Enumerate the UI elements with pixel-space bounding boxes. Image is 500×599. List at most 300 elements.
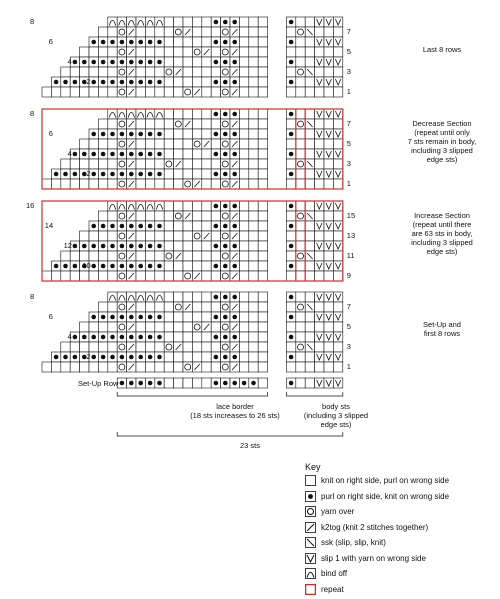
stitch-cell: [211, 211, 220, 221]
stitch-cell: [192, 149, 201, 159]
row-number-left: 4: [68, 57, 72, 66]
stitch-cell: [324, 251, 333, 261]
purl-dot: [82, 335, 87, 340]
stitch-cell: [258, 57, 267, 67]
chart-row: [80, 231, 343, 241]
stitch-cell: [202, 37, 211, 47]
stitch-cell: [258, 251, 267, 261]
stitch-cell: [249, 87, 258, 97]
stitch-cell: [183, 169, 192, 179]
stitch-cell: [305, 129, 314, 139]
purl-dot: [214, 172, 219, 177]
stitch-cell: [296, 312, 305, 322]
chart-row: [98, 302, 342, 312]
ssk-glyph: [307, 539, 314, 546]
stitch-cell: [174, 271, 183, 281]
purl-dot: [289, 355, 294, 360]
row-number-left: 6: [49, 312, 53, 321]
purl-dot: [91, 152, 96, 157]
chart-row: [51, 169, 342, 179]
stitch-cell: [296, 261, 305, 271]
stitch-cell: [249, 67, 258, 77]
purl-dot: [129, 335, 134, 340]
stitch-cell: [239, 261, 248, 271]
purl-dot: [73, 355, 78, 360]
key-item-label: slip 1 with yarn on wrong side: [321, 554, 426, 563]
stitch-cell: [61, 251, 70, 261]
stitch-cell: [202, 109, 211, 119]
row-number-right: 15: [347, 211, 355, 220]
purl-dot: [223, 381, 228, 386]
stitch-cell: [174, 241, 183, 251]
stitch-cell: [211, 322, 220, 332]
stitch-cell: [127, 109, 136, 119]
stitch-cell: [164, 87, 173, 97]
stitch-cell: [98, 139, 107, 149]
purl-dot: [148, 224, 153, 229]
row-number-right: 13: [347, 231, 355, 240]
stitch-cell: [61, 271, 70, 281]
purl-dot: [232, 80, 237, 85]
purl-dot: [110, 132, 115, 137]
stitch-cell: [211, 67, 220, 77]
stitch-cell: [192, 159, 201, 169]
purl-dot: [157, 355, 162, 360]
purl-dot: [91, 40, 96, 45]
stitch-cell: [51, 87, 60, 97]
stitch-cell: [164, 231, 173, 241]
purl-dot: [148, 40, 153, 45]
stitch-cell: [324, 179, 333, 189]
stitch-cell: [89, 251, 98, 261]
stitch-cell: [258, 271, 267, 281]
chart-row: [108, 109, 343, 119]
stitch-cell: [164, 119, 173, 129]
stitch-cell: [202, 57, 211, 67]
stitch-cell: [305, 47, 314, 57]
purl-dot: [120, 315, 125, 320]
stitch-cell: [192, 251, 201, 261]
purl-dot: [63, 355, 68, 360]
stitch-cell: [286, 139, 295, 149]
stitch-cell: [183, 251, 192, 261]
stitch-cell: [108, 27, 117, 37]
stitch-cell: [249, 179, 258, 189]
stitch-cell: [155, 302, 164, 312]
stitch-cell: [108, 47, 117, 57]
purl-dot: [157, 264, 162, 269]
chart-row: [42, 271, 343, 281]
key-item-label: ssk (slip, slip, knit): [321, 538, 386, 547]
stitch-cell: [192, 201, 201, 211]
stitch-cell: [192, 27, 201, 37]
stitch-cell: [202, 378, 211, 388]
stitch-cell: [333, 302, 342, 312]
repeat-icon: [305, 584, 316, 595]
purl-dot: [110, 172, 115, 177]
purl-dot: [223, 335, 228, 340]
purl-dot: [289, 335, 294, 340]
stitch-cell: [211, 231, 220, 241]
purl-dot: [157, 60, 162, 65]
purl-dot: [110, 80, 115, 85]
stitch-cell: [296, 362, 305, 372]
stitch-cell: [155, 251, 164, 261]
stitch-cell: [239, 129, 248, 139]
stitch-cell: [305, 241, 314, 251]
chart-row: [108, 201, 343, 211]
purl-dot: [73, 80, 78, 85]
stitch-cell: [211, 119, 220, 129]
stitch-cell: [211, 139, 220, 149]
stitch-cell: [258, 149, 267, 159]
purl-dot: [101, 224, 106, 229]
stitch-cell: [305, 109, 314, 119]
purl-dot: [54, 80, 59, 85]
purl-dot: [73, 264, 78, 269]
stitch-cell: [249, 251, 258, 261]
chart-row: [98, 119, 342, 129]
purl-dot: [214, 355, 219, 360]
purl-dot: [232, 335, 237, 340]
purl-dot: [289, 244, 294, 249]
stitch-cell: [183, 261, 192, 271]
stitch-cell: [108, 201, 117, 211]
stitch-cell: [164, 201, 173, 211]
stitch-cell: [324, 231, 333, 241]
stitch-cell: [202, 77, 211, 87]
stitch-cell: [164, 221, 173, 231]
stitch-cell: [192, 332, 201, 342]
stitch-cell: [145, 67, 154, 77]
stitch-cell: [192, 119, 201, 129]
stitch-cell: [239, 47, 248, 57]
stitch-cell: [258, 159, 267, 169]
stitch-cell: [174, 77, 183, 87]
stitch-cell: [155, 119, 164, 129]
purl-dot: [157, 224, 162, 229]
stitch-cell: [202, 332, 211, 342]
stitch-cell: [296, 271, 305, 281]
stitch-cell: [258, 378, 267, 388]
stitch-cell: [333, 67, 342, 77]
chart-key: [305, 462, 495, 599]
stitch-cell: [286, 119, 295, 129]
stitch-cell: [136, 159, 145, 169]
stitch-cell: [305, 292, 314, 302]
stitch-cell: [136, 67, 145, 77]
row-number-left: 2: [86, 352, 90, 361]
stitch-cell: [61, 179, 70, 189]
purl-dot: [91, 132, 96, 137]
chart-row: [108, 17, 343, 27]
stitch-cell: [296, 201, 305, 211]
purl-dot: [232, 224, 237, 229]
row-number-left: 6: [49, 129, 53, 138]
stitch-cell: [258, 87, 267, 97]
stitch-cell: [249, 221, 258, 231]
stitch-cell: [305, 271, 314, 281]
stitch-cell: [108, 159, 117, 169]
stitch-cell: [155, 47, 164, 57]
stitch-cell: [70, 179, 79, 189]
stitch-cell: [315, 27, 324, 37]
stitch-cell: [155, 27, 164, 37]
stitch-cell: [108, 302, 117, 312]
stitch-cell: [136, 119, 145, 129]
purl-dot: [214, 315, 219, 320]
stitch-cell: [239, 342, 248, 352]
stitch-cell: [239, 362, 248, 372]
purl-dot: [120, 335, 125, 340]
stitch-cell: [98, 27, 107, 37]
stitch-cell: [202, 87, 211, 97]
row-number-left: 10: [82, 261, 90, 270]
stitch-cell: [239, 211, 248, 221]
purl-dot: [138, 60, 143, 65]
purl-dot: [110, 264, 115, 269]
stitch-cell: [51, 362, 60, 372]
stitch-cell: [155, 322, 164, 332]
stitch-cell: [239, 149, 248, 159]
purl-dot: [289, 112, 294, 117]
stitch-cell: [174, 37, 183, 47]
stitch-cell: [98, 67, 107, 77]
stitch-cell: [192, 109, 201, 119]
stitch-cell: [211, 362, 220, 372]
stitch-cell: [155, 271, 164, 281]
purl-dot: [214, 244, 219, 249]
stitch-cell: [192, 57, 201, 67]
purl-dot: [289, 20, 294, 25]
stitch-cell: [70, 342, 79, 352]
stitch-cell: [258, 221, 267, 231]
stitch-cell: [258, 211, 267, 221]
row-number-right: 3: [347, 159, 351, 168]
stitch-cell: [296, 109, 305, 119]
stitch-cell: [183, 149, 192, 159]
purl-dot: [214, 112, 219, 117]
stitch-cell: [202, 342, 211, 352]
yo-icon: [305, 506, 316, 517]
stitch-cell: [183, 221, 192, 231]
stitch-cell: [164, 261, 173, 271]
stitch-cell: [324, 302, 333, 312]
stitch-cell: [89, 362, 98, 372]
stitch-cell: [286, 271, 295, 281]
stitch-cell: [108, 211, 117, 221]
stitch-cell: [202, 261, 211, 271]
stitch-cell: [174, 352, 183, 362]
purl-dot: [91, 355, 96, 360]
stitch-cell: [239, 169, 248, 179]
stitch-cell: [174, 221, 183, 231]
stitch-cell: [155, 87, 164, 97]
row-number-left: 16: [26, 201, 34, 210]
stitch-cell: [108, 179, 117, 189]
key-item-label: yarn over: [321, 507, 354, 516]
stitch-cell: [249, 362, 258, 372]
stitch-cell: [174, 57, 183, 67]
stitch-cell: [174, 149, 183, 159]
stitch-cell: [108, 362, 117, 372]
purl-dot: [232, 355, 237, 360]
stitch-cell: [80, 271, 89, 281]
row-number-right: 1: [347, 87, 351, 96]
stitch-cell: [70, 362, 79, 372]
stitch-cell: [305, 17, 314, 27]
purl-dot: [214, 152, 219, 157]
stitch-cell: [136, 47, 145, 57]
stitch-cell: [183, 159, 192, 169]
stitch-cell: [305, 139, 314, 149]
purl-dot: [157, 152, 162, 157]
stitch-cell: [192, 352, 201, 362]
stitch-cell: [324, 211, 333, 221]
key-item-repeat: [305, 584, 495, 599]
body-sts-label: body sts (including 3 slipped edge sts): [296, 402, 376, 429]
stitch-cell: [117, 109, 126, 119]
stitch-cell: [286, 231, 295, 241]
stitch-cell: [117, 201, 126, 211]
stitch-cell: [239, 201, 248, 211]
stitch-cell: [296, 332, 305, 342]
purl-dot: [148, 152, 153, 157]
stitch-cell: [164, 302, 173, 312]
stitch-cell: [108, 119, 117, 129]
stitch-cell: [211, 342, 220, 352]
purl-dot: [120, 172, 125, 177]
stitch-cell: [164, 179, 173, 189]
chart-row: [61, 159, 343, 169]
stitch-cell: [315, 87, 324, 97]
yo-glyph: [308, 509, 314, 515]
slip-icon: [305, 553, 316, 564]
purl-dot: [289, 152, 294, 157]
purl-dot: [214, 60, 219, 65]
key-item-yo: [305, 506, 495, 522]
stitch-cell: [296, 179, 305, 189]
chart-row: [42, 87, 343, 97]
stitch-cell: [164, 57, 173, 67]
purl-dot: [214, 224, 219, 229]
stitch-cell: [89, 47, 98, 57]
stitch-cell: [164, 352, 173, 362]
stitch-cell: [80, 67, 89, 77]
stitch-cell: [70, 271, 79, 281]
purl-dot: [148, 355, 153, 360]
stitch-cell: [296, 87, 305, 97]
stitch-cell: [239, 67, 248, 77]
purl-dot: [91, 80, 96, 85]
slip-glyph: [307, 555, 314, 562]
purl-dot: [223, 315, 228, 320]
setup-row-label: Set-Up Row: [78, 379, 118, 388]
purl-dot: [120, 381, 125, 386]
stitch-cell: [145, 271, 154, 281]
stitch-cell: [239, 109, 248, 119]
stitch-cell: [315, 139, 324, 149]
stitch-cell: [164, 27, 173, 37]
purl-dot: [289, 132, 294, 137]
purl-dot: [251, 381, 256, 386]
purl-dot: [91, 264, 96, 269]
chart-row: [89, 312, 343, 322]
stitch-cell: [333, 342, 342, 352]
stitch-cell: [249, 231, 258, 241]
stitch-cell: [155, 292, 164, 302]
stitch-cell: [249, 109, 258, 119]
row-number-left: 4: [68, 332, 72, 341]
stitch-cell: [286, 179, 295, 189]
stitch-cell: [183, 17, 192, 27]
stitch-cell: [192, 67, 201, 77]
purl-dot: [73, 335, 78, 340]
purl-dot: [129, 355, 134, 360]
purl-dot: [232, 112, 237, 117]
purl-dot: [289, 204, 294, 209]
stitch-cell: [164, 378, 173, 388]
stitch-cell: [183, 201, 192, 211]
stitch-cell: [98, 179, 107, 189]
stitch-cell: [136, 139, 145, 149]
purl-dot: [101, 355, 106, 360]
stitch-cell: [315, 119, 324, 129]
key-item-label: bind off: [321, 569, 347, 578]
purl-dot: [82, 244, 87, 249]
stitch-cell: [183, 378, 192, 388]
stitch-cell: [239, 241, 248, 251]
stitch-cell: [98, 302, 107, 312]
stitch-cell: [211, 302, 220, 312]
purl-dot: [232, 204, 237, 209]
purl-dot: [82, 152, 87, 157]
stitch-cell: [174, 129, 183, 139]
stitch-cell: [249, 47, 258, 57]
stitch-cell: [239, 119, 248, 129]
stitch-cell: [145, 87, 154, 97]
stitch-cell: [42, 362, 51, 372]
stitch-cell: [249, 17, 258, 27]
purl-dot: [223, 152, 228, 157]
stitch-cell: [239, 231, 248, 241]
stitch-cell: [211, 87, 220, 97]
stitch-cell: [296, 129, 305, 139]
stitch-cell: [98, 87, 107, 97]
stitch-cell: [183, 231, 192, 241]
stitch-cell: [258, 109, 267, 119]
stitch-cell: [324, 27, 333, 37]
purl-dot: [54, 355, 59, 360]
purl-dot: [289, 80, 294, 85]
key-item-label: purl on right side, knit on wrong side: [321, 492, 449, 501]
stitch-cell: [192, 302, 201, 312]
stitch-cell: [174, 17, 183, 27]
stitch-cell: [155, 159, 164, 169]
stitch-cell: [136, 362, 145, 372]
stitch-cell: [315, 67, 324, 77]
purl-dot: [120, 132, 125, 137]
stitch-cell: [202, 159, 211, 169]
purl-dot: [289, 264, 294, 269]
purl-dot: [82, 60, 87, 65]
stitch-cell: [315, 342, 324, 352]
stitch-cell: [183, 292, 192, 302]
stitch-cell: [80, 87, 89, 97]
stitch-cell: [108, 271, 117, 281]
stitch-cell: [305, 57, 314, 67]
stitch-cell: [42, 271, 51, 281]
